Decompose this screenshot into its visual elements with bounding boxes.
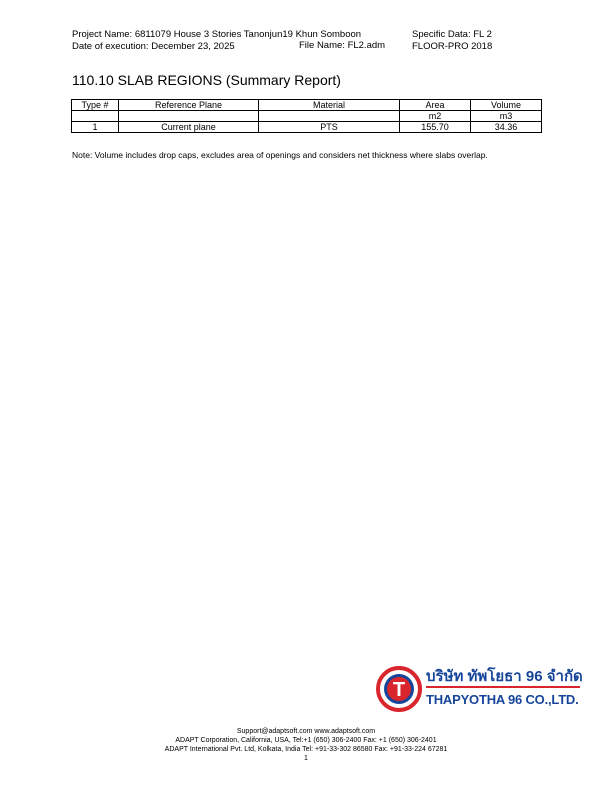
unit-volume: m3 xyxy=(471,111,542,122)
company-name-english: THAPYOTHA 96 CO.,LTD. xyxy=(426,692,579,707)
cell-type: 1 xyxy=(72,122,119,133)
cell-material: PTS xyxy=(259,122,400,133)
report-note: Note: Volume includes drop caps, excludes area of openings and considers net thickness where slabs overlap. xyxy=(72,150,488,160)
report-title: 110.10 SLAB REGIONS (Summary Report) xyxy=(72,72,341,88)
col-volume: Volume xyxy=(471,100,542,111)
cell-area: 155.70 xyxy=(400,122,471,133)
col-area: Area xyxy=(400,100,471,111)
cell-reference-plane: Current plane xyxy=(119,122,259,133)
company-name-thai: บริษัท ทัพโยธา 96 จำกัด xyxy=(426,668,583,685)
table-header-row xyxy=(72,100,542,111)
software-name: FLOOR-PRO 2018 xyxy=(412,40,493,52)
slab-regions-table xyxy=(71,99,542,133)
project-name: Project Name: 6811079 House 3 Stories Tanonjun19 Khun Somboon xyxy=(72,29,362,40)
company-logo-mark xyxy=(376,666,422,712)
col-type: Type # xyxy=(72,100,119,111)
table-row xyxy=(72,122,542,133)
logo-divider xyxy=(426,686,580,688)
header-right xyxy=(412,29,492,52)
page-number: 1 xyxy=(304,755,308,762)
unit-reference-plane xyxy=(119,111,259,122)
footer-adapt-india: ADAPT International Pvt. Ltd, Kolkata, India Tel: +91-33-302 86580 Fax: +91-33-224 67281 xyxy=(164,746,448,753)
specific-data: Specific Data: FL 2 xyxy=(412,29,492,40)
col-reference-plane: Reference Plane xyxy=(119,100,259,111)
cell-volume: 34.36 xyxy=(471,122,542,133)
file-name: File Name: FL2.adm xyxy=(299,40,386,51)
table-units-row xyxy=(72,111,542,122)
unit-area: m2 xyxy=(400,111,471,122)
unit-material xyxy=(259,111,400,122)
company-logo xyxy=(376,664,583,714)
logo-mark-letter: T xyxy=(392,679,406,701)
footer-adapt-usa: ADAPT Corporation, California, USA, Tel:+1 (650) 306-2400 Fax: +1 (650) 306-2401 xyxy=(175,737,437,744)
page-footer xyxy=(0,727,612,763)
col-material: Material xyxy=(259,100,400,111)
unit-type xyxy=(72,111,119,122)
execution-date: Date of execution: December 23, 2025 xyxy=(72,40,235,52)
footer-support: Support@adaptsoft.com www.adaptsoft.com xyxy=(236,728,376,735)
